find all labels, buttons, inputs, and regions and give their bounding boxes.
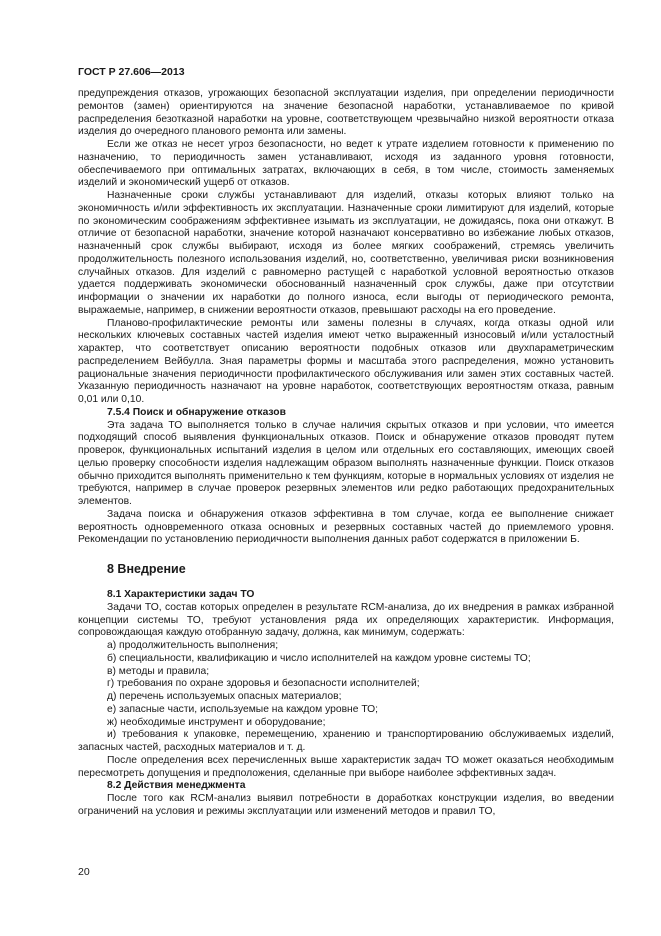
subsection-heading-8-2: 8.2 Действия менеджмента	[107, 780, 246, 792]
list-item: в) методы и правила;	[107, 665, 210, 677]
paragraph: Задачи ТО, состав которых определен в результате RCM-анализа, до их внедрения в рамках избранной концепции системы ТО, требуют установления ряда их определяющих характеристик. Информация, сопровождающая каждую отобранную задачу, должна, как минимум, содержать:	[78, 601, 614, 639]
subsection-heading-7-5-4: 7.5.4 Поиск и обнаружение отказов	[107, 406, 286, 418]
list-item: а) продолжительность выполнения;	[107, 640, 279, 651]
list-item: и) требования к упаковке, перемещению, хранению и транспортированию обслуживаемых изделий, запасных частей, расходных материалов и т. д.	[78, 729, 614, 753]
page-content	[78, 88, 614, 819]
paragraph: Если же отказ не несет угроз безопасности, но ведет к утрате изделием готовности к применению по назначению, то периодичность замен устанавливают, исходя из заданного уровня готовности, обеспечиваемого при оптимальных затратах, включающих в себя, в том числе, стоимость заменяемых изделий и экономический ущерб от отказов.	[78, 139, 614, 189]
paragraph: Задача поиска и обнаружения отказов эффективна в том случае, когда ее выполнение снижает вероятность одновременного отказа основных и резервных составных частей до приемлемого уровня. Рекомендации по установлению периодичности выполнения данных работ содержатся в приложении Б.	[78, 508, 614, 546]
list-item: ж) необходимые инструмент и оборудование;	[107, 716, 326, 728]
paragraph: Назначенные сроки службы устанавливают для изделий, отказы которых влияют только на экономичность и/или эффективность их эксплуатации. Назначенные сроки лимитируют для изделий, которые по экономическим соображениям эффективнее изымать из эксплуатации, не дожидаясь, пока они откажут. В отличие от безопасной наработки, значение которой назначают консервативно во избежание любых отказов, назначенный срок службы выбирают, исходя из более мягких соображений, стремясь увеличить продолжительность полезного использования изделий, но, соответственно, увеличивая риски возникновения случайных отказов. Для изделий с равномерно растущей с наработкой условной вероятностью отказов удается поддерживать экономически обоснованный назначенный срок службы, даже при отсутствии информации о значении их наработки до полного износа, если выгоды от периодического ремонта, выражаемые, например, в снижении вероятности отказов, превышают расходы на его проведение.	[78, 190, 614, 316]
paragraph: Планово-профилактические ремонты или замены полезны в случаях, когда отказы одной или нескольких ключевых составных частей изделия имеют четко выраженный износовый и/или усталостный характер, что соответствует описанию вероятности подобных отказов или двухпараметрическим распределением Вейбулла. Зная параметры формы и масштаба этого распределения, можно установить рациональные значения периодичности профилактического обслуживания или замен этих составных частей. Указанную периодичность назначают на уровне наработок, соответствующих вероятностям отказа, равным 0,01 или 0,10.	[78, 317, 614, 405]
paragraph: Эта задача ТО выполняется только в случае наличия скрытых отказов и при условии, что имеется подходящий способ выявления функциональных отказов. Поиск и обнаружение отказов проводят путем проверок, функциональных испытаний изделия в целом или отдельных его составляющих, имеющих своей целью проверку способности изделия надлежащим образом выполнять назначенные функции. Поиск отказов обычно приходится выполнять применительно к тем функциям, которые в нормальных условиях от изделия не требуются, например в случае проверок резервных элементов или редко работающих предохранительных элементов.	[78, 419, 614, 507]
page-number: 20	[78, 866, 90, 878]
list-item: е) запасные части, используемые на каждом уровне ТО;	[107, 703, 379, 715]
subsection-heading-8-1: 8.1 Характеристики задач ТО	[107, 589, 255, 600]
list-item: д) перечень используемых опасных материалов;	[107, 691, 342, 702]
list-item: б) специальности, квалификацию и число исполнителей на каждом уровне системы ТО;	[107, 652, 531, 664]
paragraph: предупреждения отказов, угрожающих безопасной эксплуатации изделия, при определении периодичности ремонтов (замен) ориентируются на значение безопасной наработки, устанавливаемое по кривой распределения безотказной наработки на уровне, соответствующем чрезвычайно низкой вероятности отказа изделия до очередного планового ремонта или замены.	[78, 88, 614, 138]
chapter-heading-8: 8 Внедрение	[107, 562, 186, 576]
paragraph: После определения всех перечисленных выше характеристик задач ТО может оказаться необходимым пересмотреть допущения и предположения, сделанные при выборе наиболее эффективных задач.	[78, 754, 614, 779]
list-item: г) требования по охране здоровья и безопасности исполнителей;	[107, 678, 420, 690]
paragraph: После того как RCM-анализ выявил потребности в доработках конструкции изделия, во введении ограничений на условия и режимы эксплуатации или изменений методов и правил ТО,	[78, 793, 614, 817]
standard-header: ГОСТ Р 27.606—2013	[78, 66, 185, 78]
